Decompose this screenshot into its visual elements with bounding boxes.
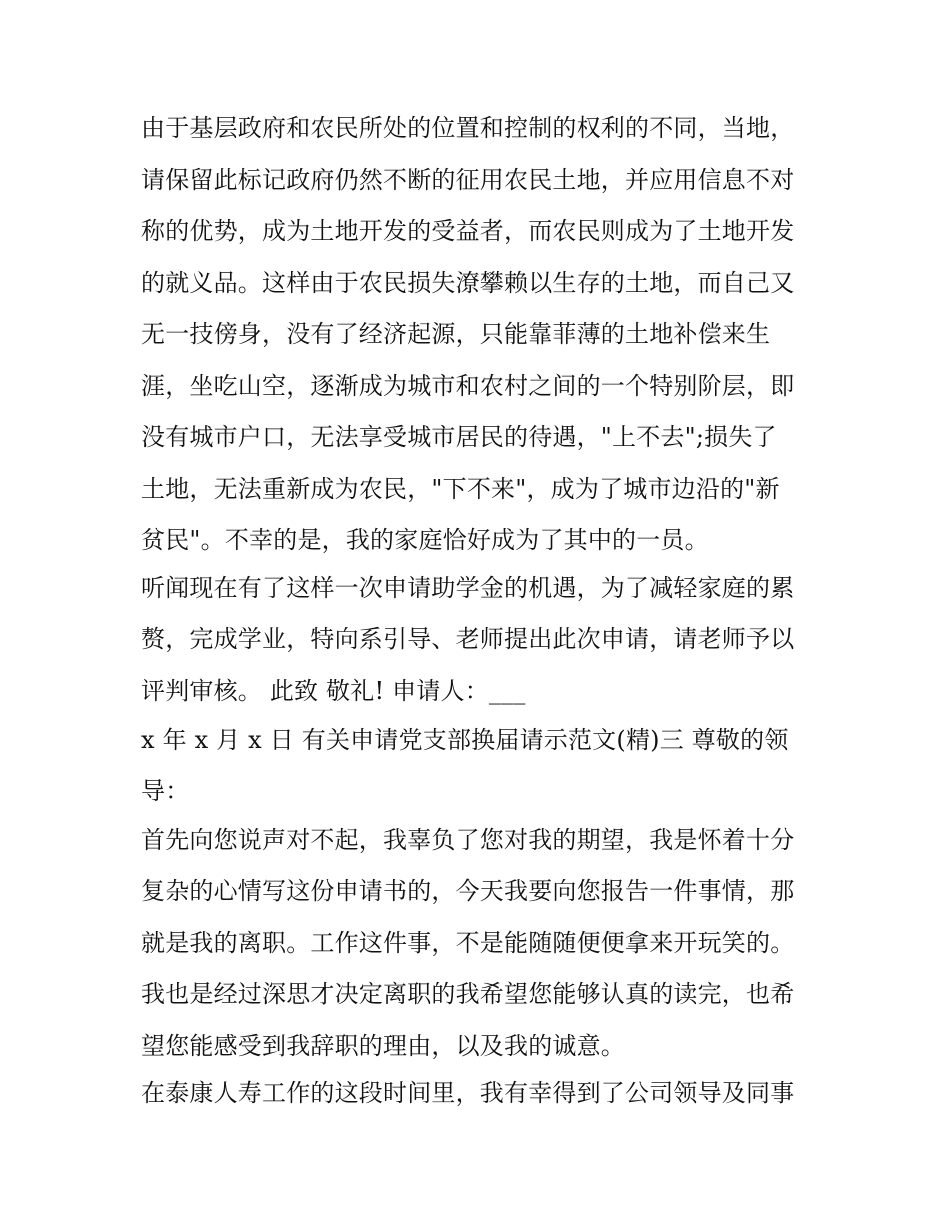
- text-line-12: 评判审核。 此致 敬礼! 申请人：___: [141, 677, 526, 705]
- text-line-15: 首先向您说声对不起，我辜负了您对我的期望，我是怀着十分: [141, 826, 795, 854]
- text-line-3: 称的优势，成为土地开发的受益者，而农民则成为了土地开发: [141, 217, 795, 245]
- text-line-17: 就是我的离职。工作这件事，不是能随随便便拿来开玩笑的。: [141, 929, 795, 957]
- text-line-4: 的就义品。这样由于农民损失潦攀赖以生存的土地，而自己又: [141, 269, 795, 297]
- text-line-5: 无一技傍身，没有了经济起源，只能靠菲薄的土地补偿来生: [141, 320, 771, 348]
- text-line-7: 没有城市户口，无法享受城市居民的待遇，"上不去";损失了: [141, 423, 777, 451]
- text-line-9: 贫民"。不幸的是，我的家庭恰好成为了其中的一员。: [141, 526, 709, 554]
- text-line-11: 赘，完成学业，特向系引导、老师提出此次申请，请老师予以: [141, 625, 795, 653]
- text-line-10: 听闻现在有了这样一次申请助学金的机遇，为了减轻家庭的累: [141, 574, 795, 602]
- text-line-6: 涯，坐吃山空，逐渐成为城市和农村之间的一个特别阶层，即: [141, 372, 795, 400]
- text-line-20: 在泰康人寿工作的这段时间里，我有幸得到了公司领导及同事: [141, 1079, 795, 1107]
- text-line-1: 由于基层政府和农民所处的位置和控制的权利的不同，当地，: [141, 114, 795, 142]
- text-line-13: x 年 x 月 x 日 有关申请党支部换届请示范文(精)三 尊敬的领: [141, 726, 789, 754]
- text-line-8: 土地，无法重新成为农民，"下不来"，成为了城市边沿的"新: [141, 475, 780, 503]
- text-line-14: 导：: [141, 777, 190, 805]
- text-line-18: 我也是经过深思才决定离职的我希望您能够认真的读完，也希: [141, 980, 795, 1008]
- text-line-19: 望您能感受到我辞职的理由，以及我的诚意。: [141, 1032, 625, 1060]
- text-line-2: 请保留此标记政府仍然不断的征用农民土地，并应用信息不对: [141, 166, 795, 194]
- text-line-16: 复杂的心情写这份申请书的，今天我要向您报告一件事情，那: [141, 877, 795, 905]
